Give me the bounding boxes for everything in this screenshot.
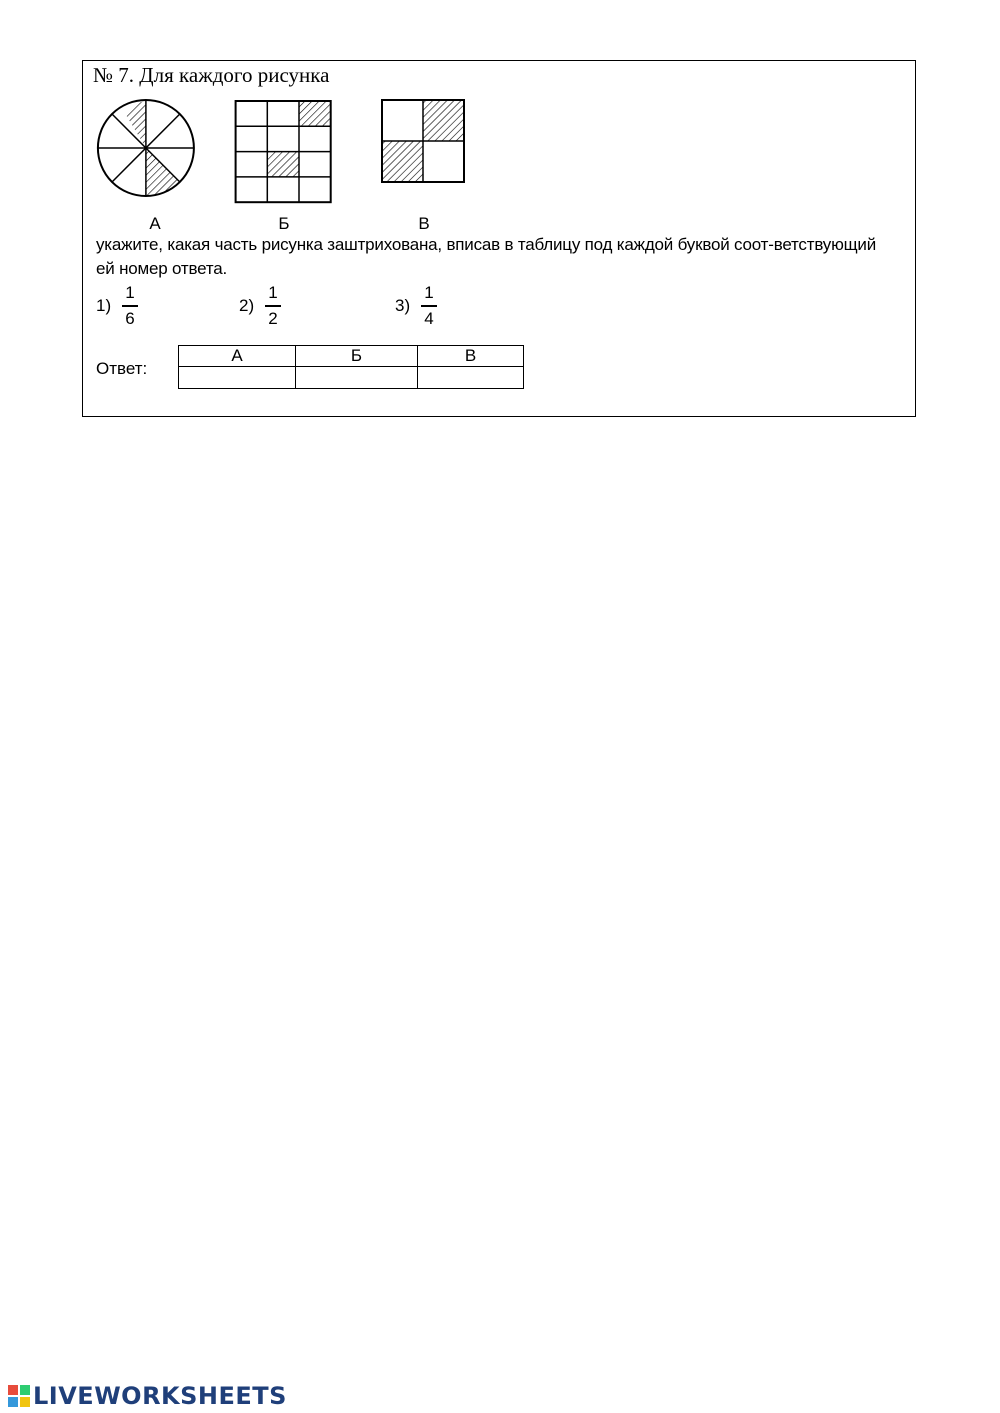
liveworksheets-logo[interactable]: [8, 1382, 287, 1410]
fraction-denominator: 4: [424, 308, 434, 328]
figure-b-grid: [236, 101, 331, 202]
option-number: 2): [239, 296, 255, 315]
grid-shaded-cell: [299, 101, 331, 126]
grid-shaded-cell: [423, 100, 464, 141]
logo-text: LIVEWORKSHEETS: [33, 1382, 287, 1410]
answer-cell-c[interactable]: [418, 367, 524, 389]
answer-cell-b[interactable]: [296, 367, 418, 389]
fraction: [421, 283, 437, 329]
answer-label: Ответ:: [96, 359, 148, 378]
answer-table: [178, 345, 524, 389]
grid-shaded-cell: [382, 141, 423, 182]
figures-area: [83, 61, 917, 221]
figure-b-label: Б: [278, 214, 290, 233]
grid-shaded-cell: [267, 152, 299, 177]
answer-cell-a[interactable]: [179, 367, 296, 389]
fraction-numerator: 1: [125, 283, 135, 302]
option-number: 3): [395, 296, 411, 315]
option-number: 1): [96, 296, 112, 315]
circle-shaded-sector-upper: [126, 100, 146, 148]
circle-shaded-sector-lower: [146, 148, 179, 196]
fraction-denominator: 6: [125, 308, 135, 328]
figure-c-label: В: [418, 214, 430, 233]
answer-header-row: [179, 346, 524, 367]
fraction-denominator: 2: [268, 308, 278, 328]
fraction-bar: [122, 305, 138, 307]
answer-column-header: А: [179, 346, 296, 367]
fraction-numerator: 1: [424, 283, 434, 302]
fraction: [122, 283, 138, 329]
answer-column-header: Б: [296, 346, 418, 367]
figure-a-label: А: [149, 214, 161, 233]
figure-c-grid: [382, 100, 464, 182]
fraction-bar: [421, 305, 437, 307]
task-title: № 7. Для каждого рисунка: [93, 63, 330, 87]
answer-column-header: В: [418, 346, 524, 367]
fraction-numerator: 1: [268, 283, 278, 302]
task-box: [82, 60, 916, 417]
figure-a-circle: [98, 100, 194, 196]
fraction: [265, 283, 281, 329]
logo-blocks-icon: [8, 1385, 30, 1407]
instruction-text: укажите, какая часть рисунка заштрихована, вписав в таблицу под каждой буквой соот-ветствующий ей номер ответа.: [96, 235, 877, 278]
answer-input-row: [179, 367, 524, 389]
fraction-bar: [265, 305, 281, 307]
